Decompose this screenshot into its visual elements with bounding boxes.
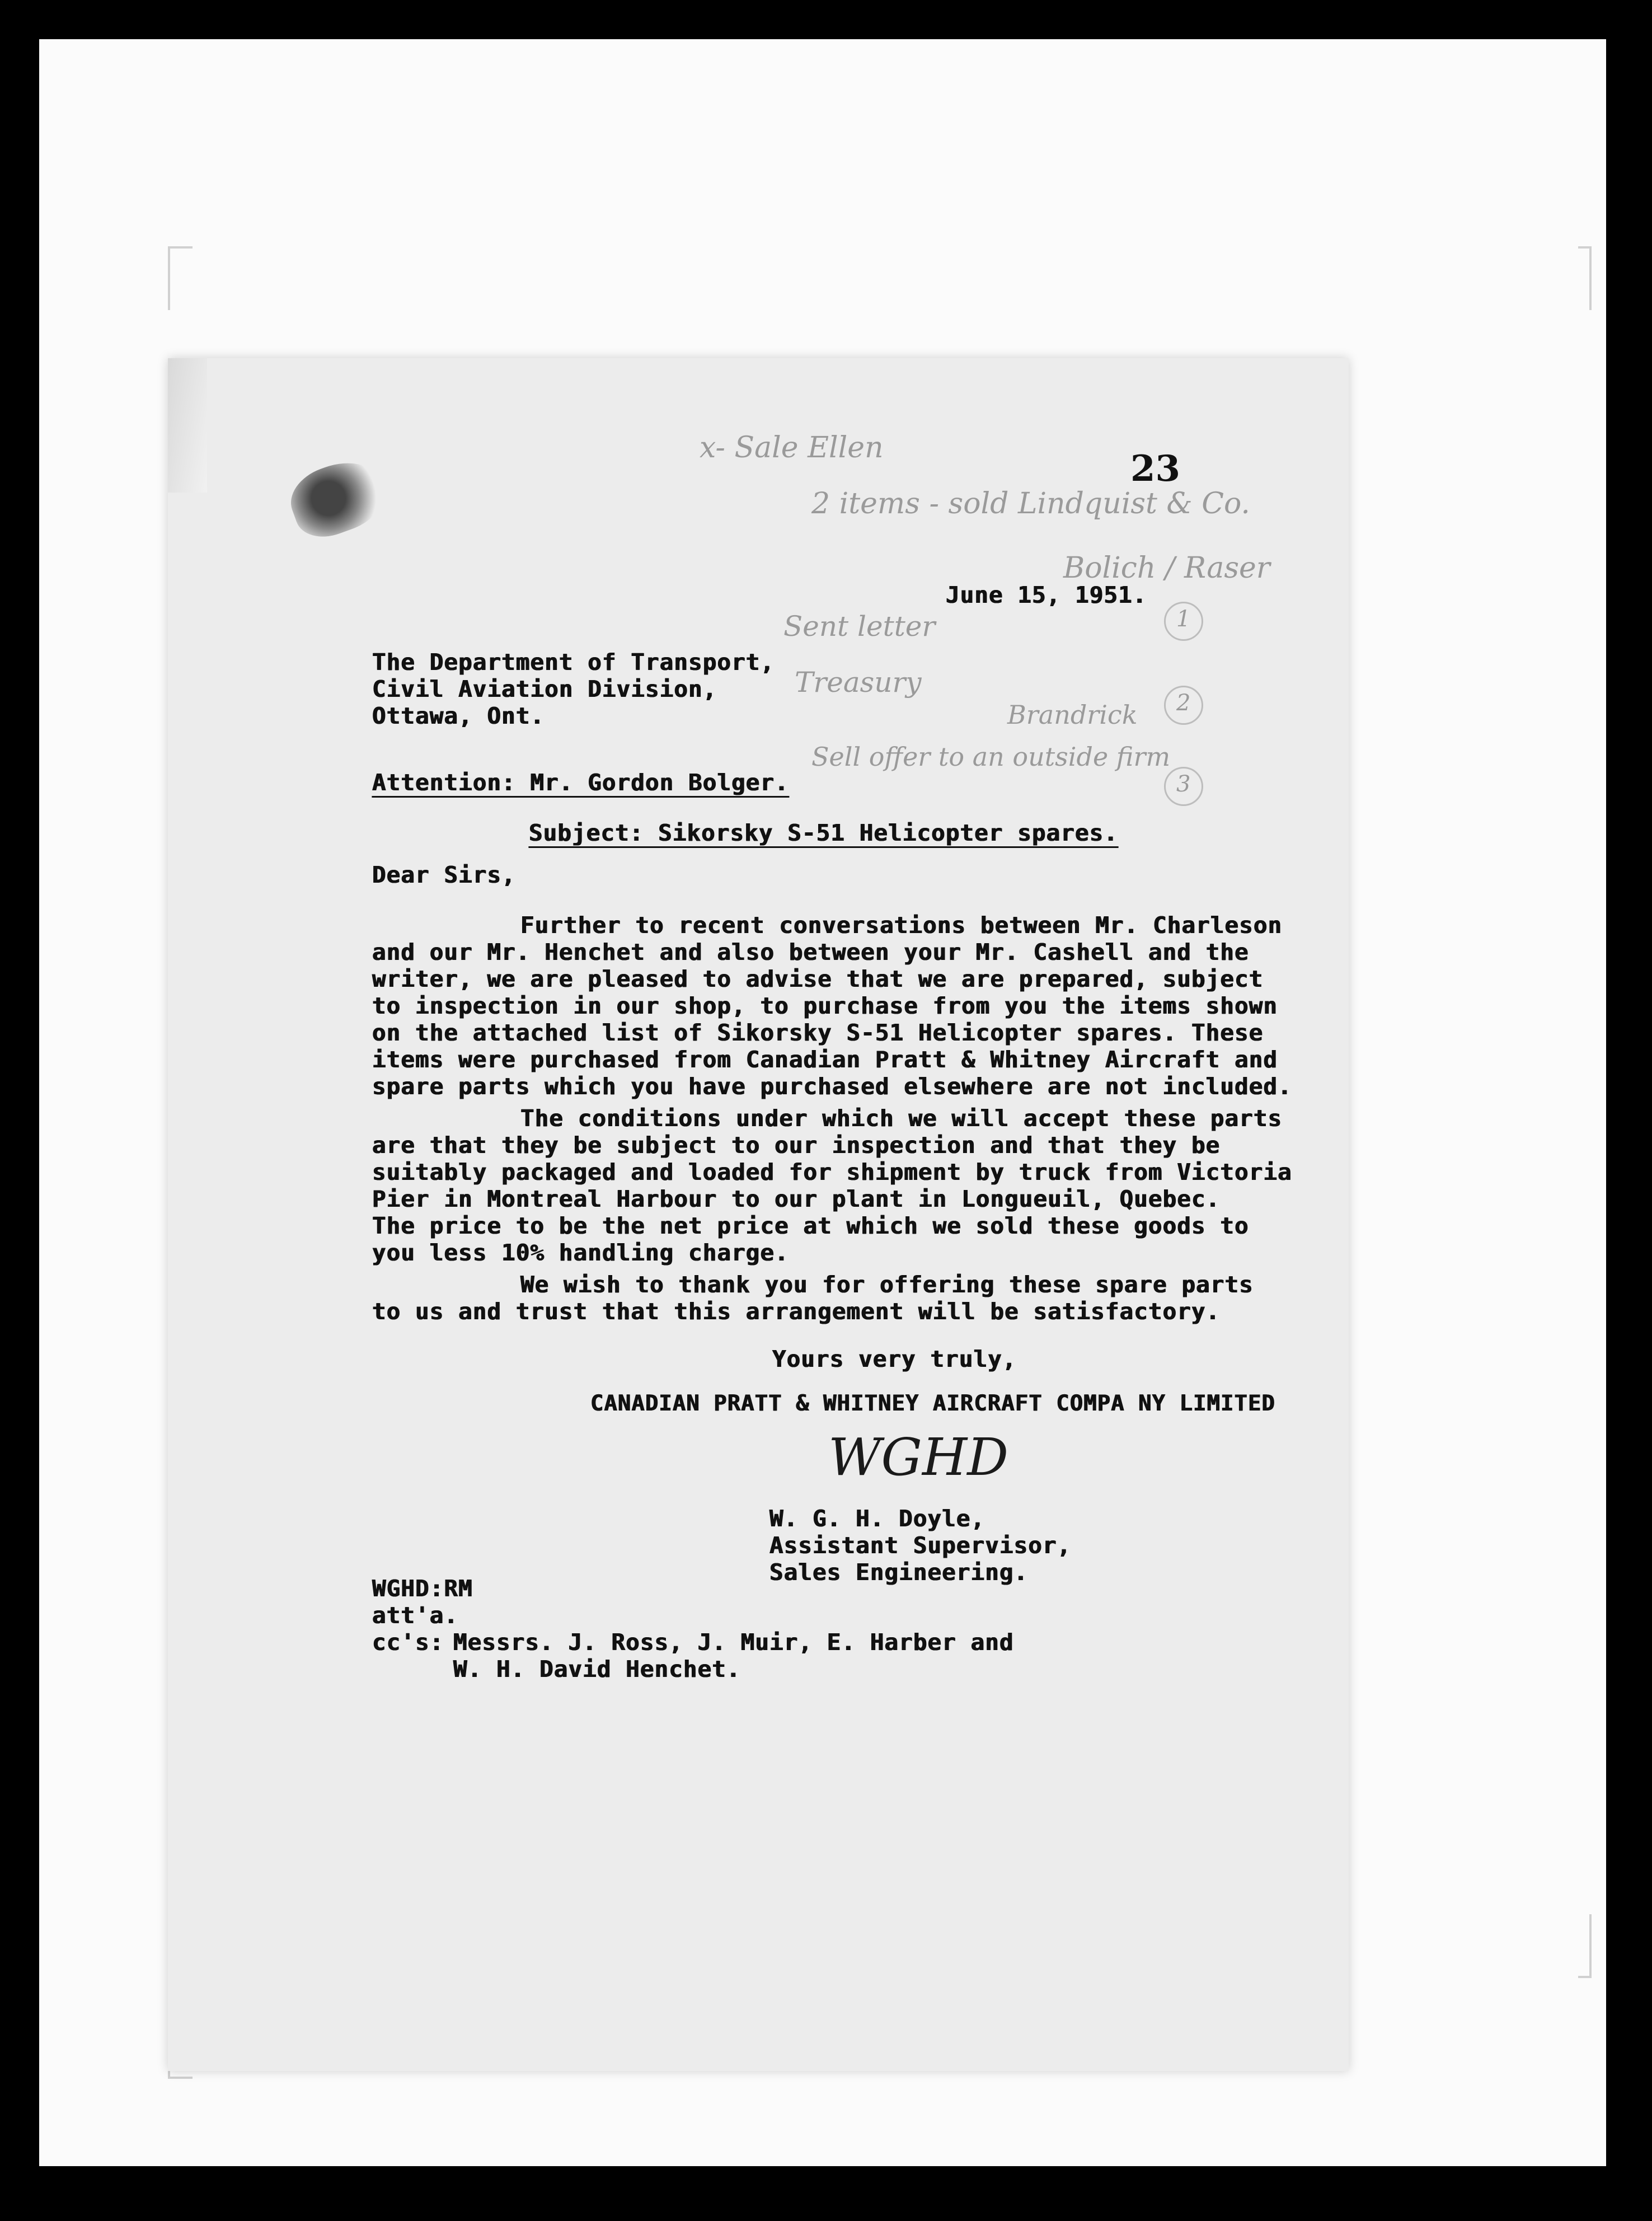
- cc-label: cc's:: [372, 1629, 444, 1656]
- paragraph-line: Further to recent conversations between Mr. Charleson: [520, 912, 1283, 939]
- handwritten-note: x- Sale Ellen: [700, 431, 884, 465]
- crop-mark: [168, 246, 193, 310]
- letter-date: June 15, 1951.: [946, 582, 1147, 608]
- paragraph-line: are that they be subject to our inspection and that they be: [372, 1132, 1221, 1159]
- salutation: Dear Sirs,: [372, 861, 516, 888]
- circled-number-label: 3: [1176, 771, 1191, 797]
- paragraph-line: The price to be the net price at which we sold these goods to: [372, 1212, 1249, 1239]
- reference-initials: WGHD:RM: [372, 1575, 473, 1602]
- crop-mark: [1578, 1914, 1592, 1978]
- paragraph-line: to inspection in our shop, to purchase from you the items shown: [372, 992, 1278, 1019]
- signer-line: Sales Engineering.: [769, 1559, 1029, 1586]
- paragraph-line: writer, we are pleased to advise that we are prepared, subject: [372, 966, 1264, 992]
- enclosure-note: att'a.: [372, 1602, 459, 1629]
- company-name: CANADIAN PRATT & WHITNEY AIRCRAFT COMPA NY LIMITED: [590, 1391, 1275, 1416]
- signer-line: W. G. H. Doyle,: [769, 1505, 985, 1532]
- handwritten-note: Sell offer to an outside firm: [811, 742, 1171, 772]
- cc-line: W. H. David Henchet.: [453, 1656, 741, 1683]
- handwritten-note: Sent letter: [783, 610, 936, 643]
- paragraph-line: spare parts which you have purchased elsewhere are not included.: [372, 1073, 1292, 1100]
- address-line: The Department of Transport,: [372, 649, 775, 676]
- closing: Yours very truly,: [772, 1346, 1017, 1372]
- address-line: Civil Aviation Division,: [372, 676, 717, 702]
- paragraph-line: suitably packaged and loaded for shipment by truck from Victoria: [372, 1159, 1292, 1186]
- paragraph-line: The conditions under which we will accept these parts: [520, 1105, 1283, 1132]
- handwritten-note: Bolich / Raser: [1063, 551, 1270, 585]
- handwritten-note: Brandrick: [1007, 700, 1138, 730]
- crop-mark: [1578, 246, 1592, 310]
- folded-corner: [168, 358, 207, 493]
- paragraph-line: and our Mr. Henchet and also between your Mr. Cashell and the: [372, 939, 1249, 966]
- cc-line: Messrs. J. Ross, J. Muir, E. Harber and: [453, 1629, 1014, 1656]
- subject-line: Subject: Sikorsky S-51 Helicopter spares.: [529, 819, 1119, 846]
- address-line: Ottawa, Ont.: [372, 702, 545, 729]
- circled-number-label: 1: [1176, 606, 1191, 632]
- paragraph-line: items were purchased from Canadian Pratt & Whitney Aircraft and: [372, 1046, 1278, 1073]
- page-number: 23: [1130, 448, 1181, 490]
- attention-line: Attention: Mr. Gordon Bolger.: [372, 769, 789, 796]
- paragraph-line: to us and trust that this arrangement will be satisfactory.: [372, 1298, 1221, 1325]
- paragraph-line: on the attached list of Sikorsky S-51 Helicopter spares. These: [372, 1019, 1264, 1046]
- signature: WGHD: [828, 1427, 1009, 1487]
- paragraph-line: We wish to thank you for offering these spare parts: [520, 1271, 1254, 1298]
- handwritten-note: 2 items - sold Lindquist & Co.: [811, 487, 1250, 521]
- paragraph-line: you less 10% handling charge.: [372, 1239, 789, 1266]
- circled-number-label: 2: [1176, 690, 1191, 716]
- signer-line: Assistant Supervisor,: [769, 1532, 1072, 1559]
- paragraph-line: Pier in Montreal Harbour to our plant in Longueuil, Quebec.: [372, 1186, 1221, 1212]
- handwritten-note: Treasury: [795, 666, 922, 699]
